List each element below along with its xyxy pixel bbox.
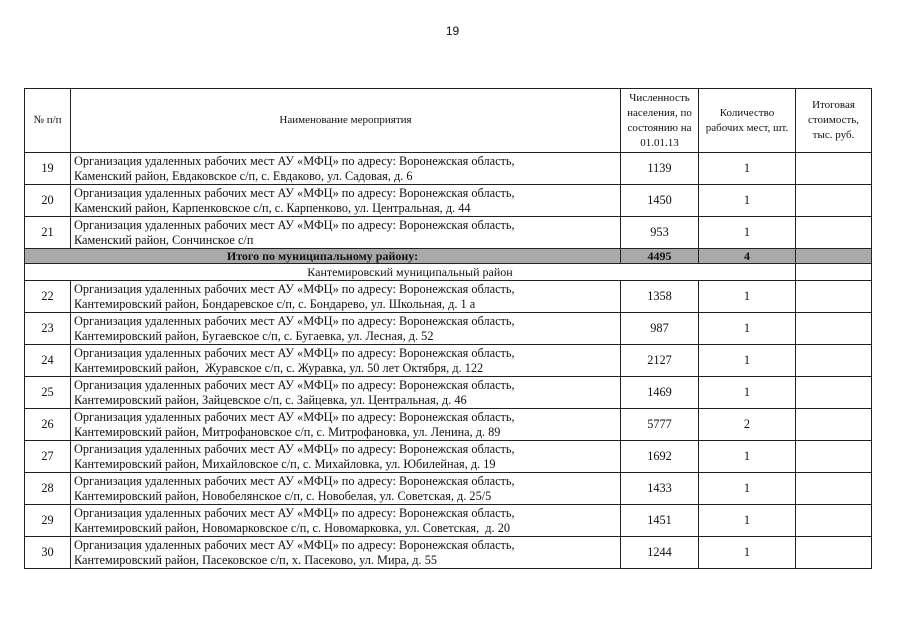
- measure-name: [71, 345, 621, 377]
- measure-name-line2: Кантемировский район, Пасековское с/п, х. Пасеково, ул. Мира, д. 55: [74, 552, 437, 567]
- cost-value: [796, 313, 872, 345]
- measure-name-line1: Организация удаленных рабочих мест АУ «МФЦ» по адресу: Воронежская область,: [74, 473, 515, 488]
- population-value: 1692: [621, 441, 699, 473]
- workplaces-value: 2: [699, 409, 796, 441]
- row-number: 20: [25, 185, 71, 217]
- measure-name: [71, 505, 621, 537]
- population-value: 1451: [621, 505, 699, 537]
- district-blank-cell: [796, 264, 872, 281]
- workplaces-value: 1: [699, 313, 796, 345]
- total-row: [25, 249, 872, 264]
- table-row: [25, 153, 872, 185]
- cost-value: [796, 441, 872, 473]
- population-value: 2127: [621, 345, 699, 377]
- table-row: [25, 377, 872, 409]
- table-row: [25, 185, 872, 217]
- total-workplaces: 4: [699, 249, 796, 264]
- workplaces-value: 1: [699, 185, 796, 217]
- measure-name-line1: Организация удаленных рабочих мест АУ «МФЦ» по адресу: Воронежская область,: [74, 409, 515, 424]
- row-number: 26: [25, 409, 71, 441]
- row-number: 28: [25, 473, 71, 505]
- population-value: 1139: [621, 153, 699, 185]
- measure-name-line2: Каменский район, Сончинское с/п: [74, 232, 254, 247]
- workplaces-value: 1: [699, 505, 796, 537]
- measure-name-line1: Организация удаленных рабочих мест АУ «МФЦ» по адресу: Воронежская область,: [74, 537, 515, 552]
- page-number: 19: [445, 24, 460, 38]
- cost-value: [796, 537, 872, 569]
- cost-value: [796, 473, 872, 505]
- table-header-row: [25, 89, 872, 153]
- measure-name-line2: Кантемировский район, Зайцевское с/п, с. Зайцевка, ул. Центральная, д. 46: [74, 392, 467, 407]
- cost-value: [796, 217, 872, 249]
- measure-name-line1: Организация удаленных рабочих мест АУ «МФЦ» по адресу: Воронежская область,: [74, 377, 515, 392]
- district-title-row: [25, 264, 872, 281]
- measure-name-line2: Кантемировский район, Журавское с/п, с. Журавка, ул. 50 лет Октября, д. 122: [74, 360, 484, 375]
- measures-table: [24, 88, 872, 569]
- header-workplaces: Количество рабочих мест, шт.: [699, 89, 796, 153]
- cost-value: [796, 409, 872, 441]
- workplaces-value: 1: [699, 537, 796, 569]
- measure-name: [71, 473, 621, 505]
- population-value: 1450: [621, 185, 699, 217]
- row-number: 22: [25, 281, 71, 313]
- cost-value: [796, 345, 872, 377]
- population-value: 1469: [621, 377, 699, 409]
- measure-name: [71, 409, 621, 441]
- measure-name-line1: Организация удаленных рабочих мест АУ «МФЦ» по адресу: Воронежская область,: [74, 345, 515, 360]
- measure-name: [71, 153, 621, 185]
- table-row: [25, 217, 872, 249]
- measure-name-line1: Организация удаленных рабочих мест АУ «МФЦ» по адресу: Воронежская область,: [74, 153, 515, 168]
- population-value: 1358: [621, 281, 699, 313]
- row-number: 21: [25, 217, 71, 249]
- measure-name: [71, 377, 621, 409]
- workplaces-value: 1: [699, 473, 796, 505]
- header-name: Наименование мероприятия: [71, 89, 621, 153]
- header-num: № п/п: [25, 89, 71, 153]
- row-number: 19: [25, 153, 71, 185]
- population-value: 987: [621, 313, 699, 345]
- population-value: 1244: [621, 537, 699, 569]
- table-row: [25, 473, 872, 505]
- district-title: Кантемировский муниципальный район: [25, 264, 796, 281]
- row-number: 25: [25, 377, 71, 409]
- measure-name-line2: Кантемировский район, Бондаревское с/п, с. Бондарево, ул. Школьная, д. 1 а: [74, 296, 476, 311]
- cost-value: [796, 153, 872, 185]
- workplaces-value: 1: [699, 153, 796, 185]
- workplaces-value: 1: [699, 345, 796, 377]
- measure-name-line2: Кантемировский район, Новобелянское с/п, с. Новобелая, ул. Советская, д. 25/5: [74, 488, 492, 503]
- cost-value: [796, 377, 872, 409]
- table-row: [25, 281, 872, 313]
- measure-name-line2: Кантемировский район, Михайловское с/п, с. Михайловка, ул. Юбилейная, д. 19: [74, 456, 496, 471]
- table-row: [25, 313, 872, 345]
- population-value: 1433: [621, 473, 699, 505]
- total-population: 4495: [621, 249, 699, 264]
- measure-name: [71, 313, 621, 345]
- cost-value: [796, 185, 872, 217]
- table-row: [25, 441, 872, 473]
- workplaces-value: 1: [699, 441, 796, 473]
- cost-value: [796, 281, 872, 313]
- measure-name: [71, 537, 621, 569]
- total-label: Итого по муниципальному району:: [25, 249, 621, 264]
- table-row: [25, 537, 872, 569]
- population-value: 5777: [621, 409, 699, 441]
- measure-name-line2: Кантемировский район, Митрофановское с/п, с. Митрофановка, ул. Ленина, д. 89: [74, 424, 501, 439]
- table-row: [25, 505, 872, 537]
- row-number: 30: [25, 537, 71, 569]
- measure-name-line1: Организация удаленных рабочих мест АУ «МФЦ» по адресу: Воронежская область,: [74, 505, 515, 520]
- measure-name: [71, 217, 621, 249]
- table-row: [25, 409, 872, 441]
- row-number: 29: [25, 505, 71, 537]
- header-population: Численность населения, по состоянию на 01.01.13: [621, 89, 699, 153]
- measure-name: [71, 281, 621, 313]
- row-number: 23: [25, 313, 71, 345]
- measure-name-line2: Каменский район, Евдаковское с/п, с. Евдаково, ул. Садовая, д. 6: [74, 168, 413, 183]
- total-cost: [796, 249, 872, 264]
- row-number: 27: [25, 441, 71, 473]
- header-cost: Итоговая стоимость, тыс. руб.: [796, 89, 872, 153]
- measure-name-line2: Каменский район, Карпенковское с/п, с. Карпенково, ул. Центральная, д. 44: [74, 200, 471, 215]
- workplaces-value: 1: [699, 377, 796, 409]
- workplaces-value: 1: [699, 281, 796, 313]
- workplaces-value: 1: [699, 217, 796, 249]
- measure-name-line1: Организация удаленных рабочих мест АУ «МФЦ» по адресу: Воронежская область,: [74, 441, 515, 456]
- measure-name: [71, 441, 621, 473]
- measure-name-line1: Организация удаленных рабочих мест АУ «МФЦ» по адресу: Воронежская область,: [74, 281, 515, 296]
- measure-name-line2: Кантемировский район, Новомарковское с/п, с. Новомарковка, ул. Советская, д. 20: [74, 520, 510, 535]
- table-row: [25, 345, 872, 377]
- measure-name-line1: Организация удаленных рабочих мест АУ «МФЦ» по адресу: Воронежская область,: [74, 185, 515, 200]
- measure-name-line1: Организация удаленных рабочих мест АУ «МФЦ» по адресу: Воронежская область,: [74, 313, 515, 328]
- row-number: 24: [25, 345, 71, 377]
- cost-value: [796, 505, 872, 537]
- measure-name-line1: Организация удаленных рабочих мест АУ «МФЦ» по адресу: Воронежская область,: [74, 217, 515, 232]
- population-value: 953: [621, 217, 699, 249]
- measure-name: [71, 185, 621, 217]
- measure-name-line2: Кантемировский район, Бугаевское с/п, с. Бугаевка, ул. Лесная, д. 52: [74, 328, 434, 343]
